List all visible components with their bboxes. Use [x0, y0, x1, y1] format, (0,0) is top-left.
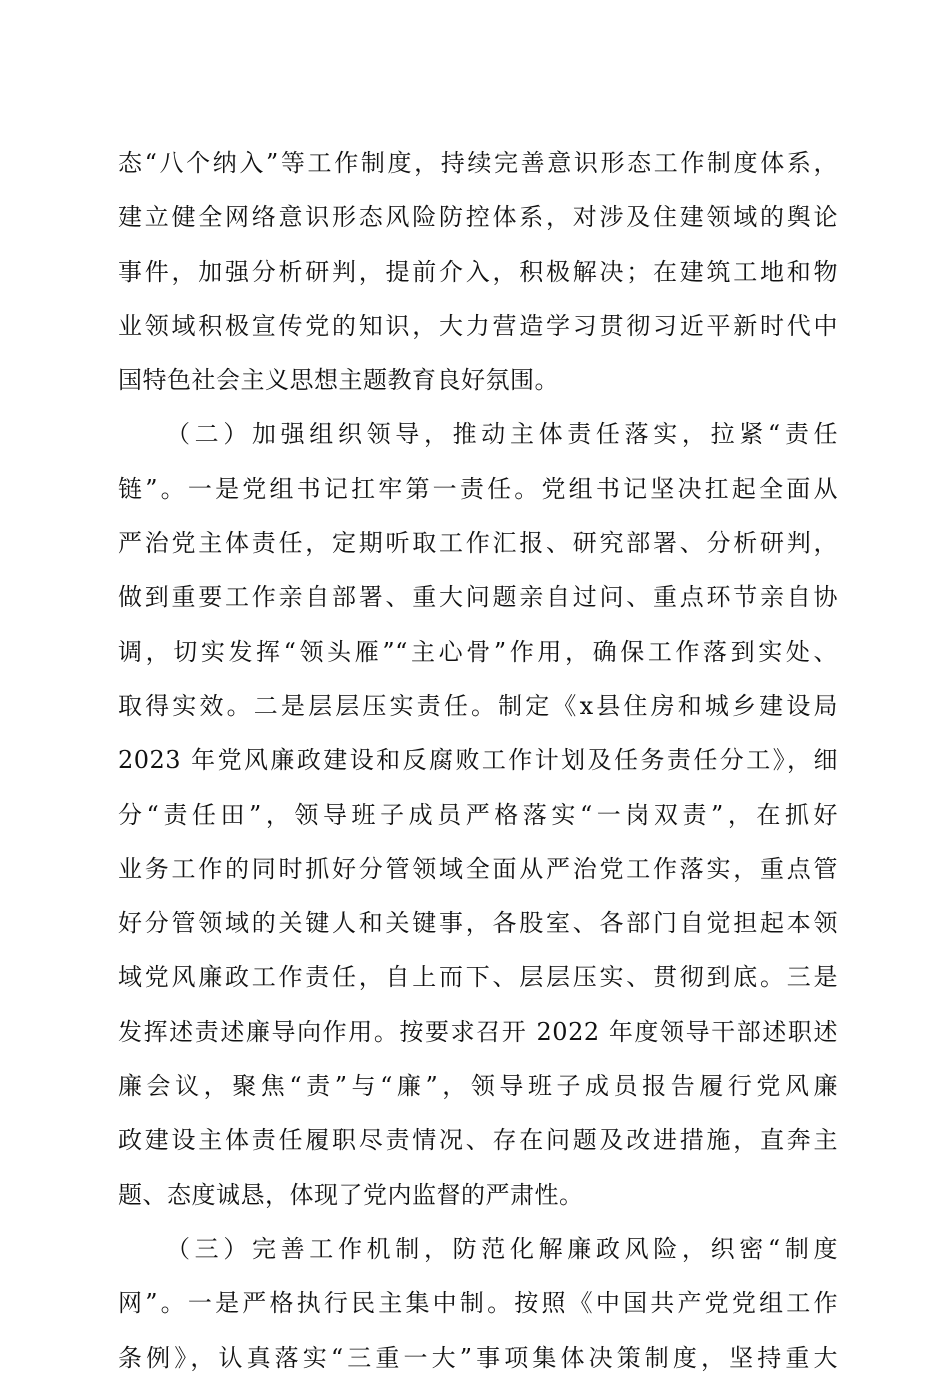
paragraph-3 — [118, 1222, 838, 1385]
paragraph-line: 取得实效。二是层层压实责任。制定《x县住房和城乡建设局 — [118, 691, 838, 720]
paragraph-line: 业务工作的同时抓好分管领域全面从严治党工作落实，重点管 — [118, 854, 838, 883]
paragraph-line: 事件，加强分析研判，提前介入，积极解决；在建筑工地和物 — [118, 257, 838, 286]
paragraph-line: 2023 年党风廉政建设和反腐败工作计划及任务责任分工》，细 — [118, 746, 838, 775]
paragraph-line: 分“责任田”，领导班子成员严格落实“一岗双责”，在抓好 — [118, 800, 838, 829]
paragraph-line: 条例》，认真落实“三重一大”事项集体决策制度，坚持重大 — [118, 1343, 838, 1372]
paragraph-line: 调，切实发挥“领头雁”“主心骨”作用，确保工作落到实处、 — [118, 637, 838, 666]
paragraph-line: 好分管领域的关键人和关键事，各股室、各部门自觉担起本领 — [118, 909, 838, 938]
paragraph-line: 严治党主体责任，定期听取工作汇报、研究部署、分析研判， — [118, 529, 838, 558]
paragraph-1 — [118, 136, 838, 407]
paragraph-line: 做到重要工作亲自部署、重大问题亲自过问、重点环节亲自协 — [118, 583, 838, 612]
paragraph-line: 廉会议，聚焦“责”与“廉”，领导班子成员报告履行党风廉 — [118, 1072, 838, 1101]
paragraph-heading-line: （三）完善工作机制，防范化解廉政风险，织密“制度 — [166, 1234, 838, 1263]
paragraph-line: 建立健全网络意识形态风险防控体系，对涉及住建领域的舆论 — [118, 203, 838, 232]
paragraph-line: 政建设主体责任履职尽责情况、存在问题及改进措施，直奔主 — [118, 1126, 838, 1155]
paragraph-line: 态“八个纳入”等工作制度，持续完善意识形态工作制度体系， — [118, 149, 838, 177]
paragraph-heading-line: （二）加强组织领导，推动主体责任落实，拉紧“责任 — [166, 420, 838, 449]
paragraph-2 — [118, 407, 838, 1221]
paragraph-line: 发挥述责述廉导向作用。按要求召开 2022 年度领导干部述职述 — [118, 1017, 838, 1046]
paragraph-line: 网”。一是严格执行民主集中制。按照《中国共产党党组工作 — [118, 1289, 838, 1318]
paragraph-line: 国特色社会主义思想主题教育良好氛围。 — [118, 366, 559, 395]
paragraph-line: 链”。一是党组书记扛牢第一责任。党组书记坚决扛起全面从 — [118, 474, 838, 503]
paragraph-line: 业领域积极宣传党的知识，大力营造学习贯彻习近平新时代中 — [118, 311, 838, 340]
document-body — [118, 136, 838, 1385]
paragraph-line: 域党风廉政工作责任，自上而下、层层压实、贯彻到底。三是 — [118, 963, 838, 992]
paragraph-line: 题、态度诚恳，体现了党内监督的严肃性。 — [118, 1180, 584, 1209]
